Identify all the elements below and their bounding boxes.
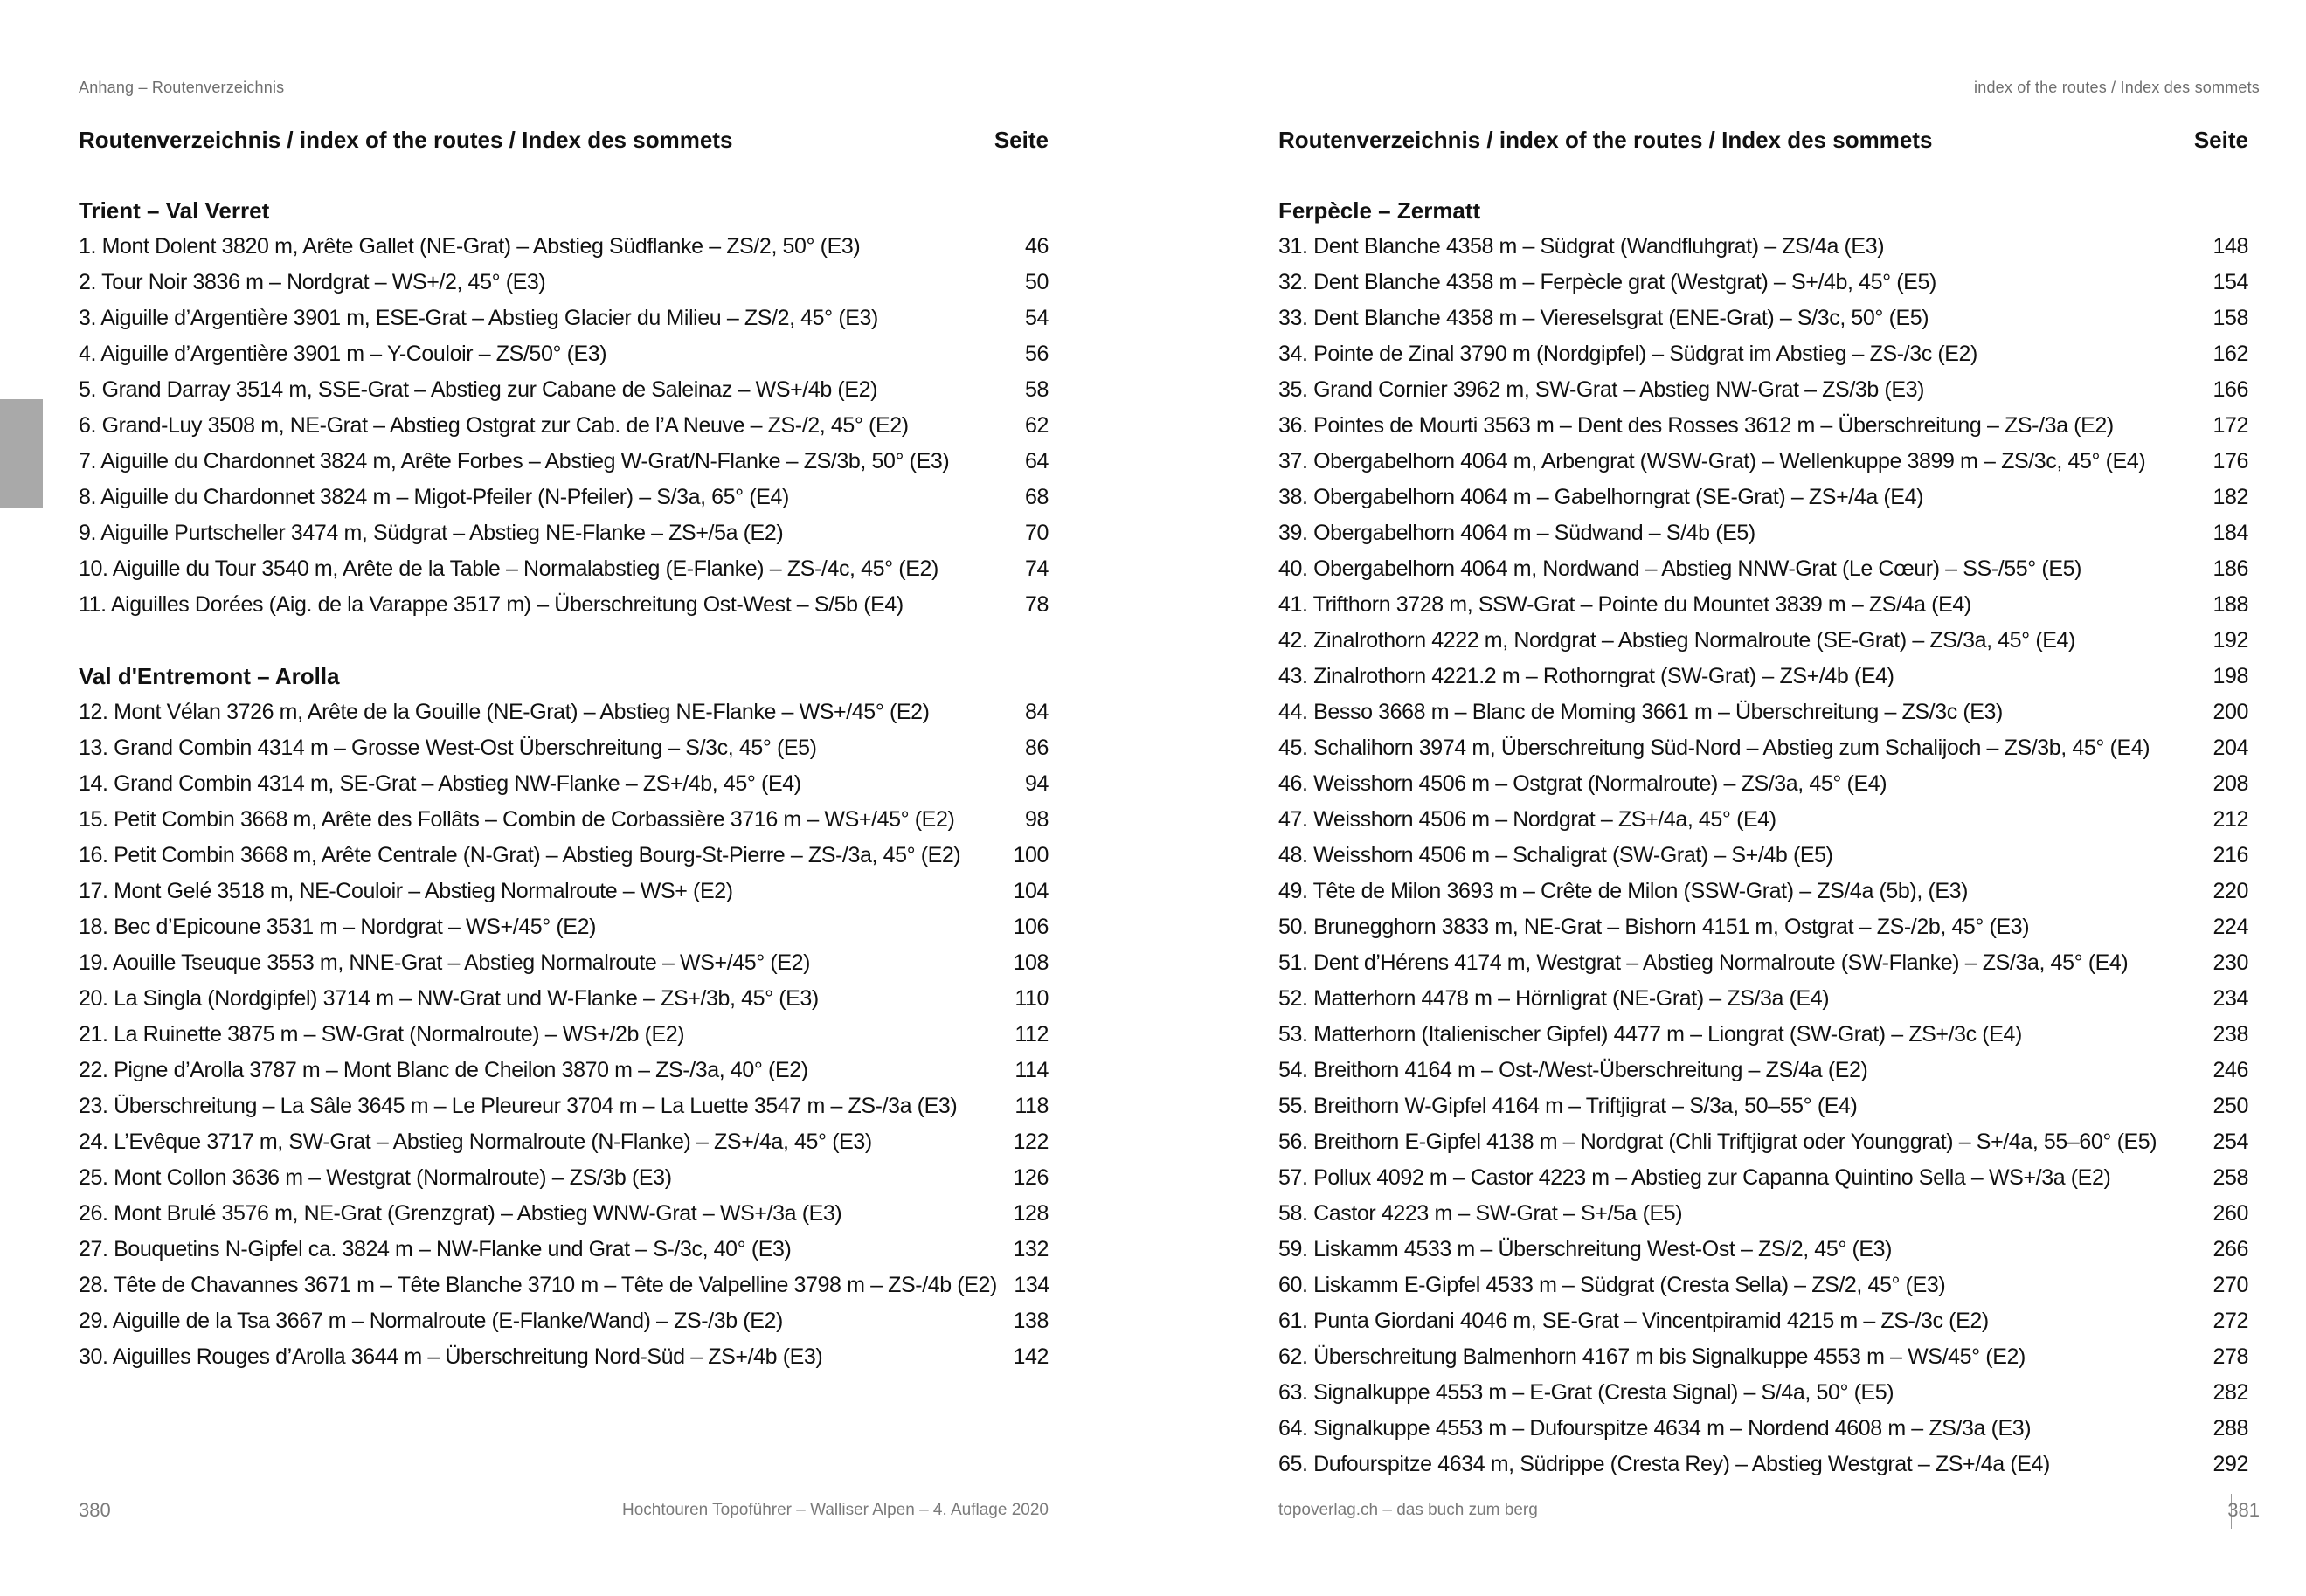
route-row: [79, 1232, 1049, 1268]
route-row: [1278, 1303, 2248, 1339]
route-name: 10. Aiguille du Tour 3540 m, Arête de la Table – Normalabstieg (E-Flanke) – ZS-/4c, 45° (E2): [79, 556, 938, 581]
page-column-label: Seite: [2193, 127, 2248, 153]
route-page-number: 282: [2213, 1380, 2248, 1405]
route-name: 50. Brunegghorn 3833 m, NE-Grat – Bishorn 4151 m, Ostgrat – ZS-/2b, 45° (E3): [1278, 915, 2030, 939]
route-name: 22. Pigne d’Arolla 3787 m – Mont Blanc de Cheilon 3870 m – ZS-/3a, 40° (E2): [79, 1058, 808, 1082]
route-page-number: 192: [2213, 628, 2248, 653]
route-name: 12. Mont Vélan 3726 m, Arête de la Gouille (NE-Grat) – Abstieg NE-Flanke – WS+/45° (E2): [79, 700, 930, 724]
route-row: [79, 802, 1049, 838]
route-page-number: 148: [2213, 234, 2248, 259]
route-name: 28. Tête de Chavannes 3671 m – Tête Blanche 3710 m – Tête de Valpelline 3798 m – ZS-/4b (E2): [79, 1273, 997, 1297]
route-row: [79, 372, 1049, 408]
route-row: [1278, 909, 2248, 945]
route-name: 7. Aiguille du Chardonnet 3824 m, Arête Forbes – Abstieg W-Grat/N-Flanke – ZS/3b, 50° (E3): [79, 449, 950, 473]
route-page-number: 68: [1024, 485, 1049, 509]
route-row: [1278, 694, 2248, 730]
route-page-number: 216: [2213, 843, 2248, 867]
route-row: [1278, 730, 2248, 766]
route-name: 60. Liskamm E-Gipfel 4533 m – Südgrat (Cresta Sella) – ZS/2, 45° (E3): [1278, 1273, 1946, 1297]
route-row: [79, 301, 1049, 336]
route-row: [79, 838, 1049, 874]
route-name: 46. Weisshorn 4506 m – Ostgrat (Normalroute) – ZS/3a, 45° (E4): [1278, 771, 1887, 796]
route-row: [79, 1124, 1049, 1160]
route-name: 35. Grand Cornier 3962 m, SW-Grat – Abstieg NW-Grat – ZS/3b (E3): [1278, 377, 1925, 402]
route-name: 3. Aiguille d’Argentière 3901 m, ESE-Grat – Abstieg Glacier du Milieu – ZS/2, 45° (E3): [79, 306, 878, 330]
route-page-number: 266: [2213, 1237, 2248, 1261]
route-row: [1278, 1017, 2248, 1053]
route-page-number: 272: [2213, 1309, 2248, 1333]
route-page-number: 162: [2213, 342, 2248, 366]
section-title: Val d'Entremont – Arolla: [79, 663, 340, 689]
route-name: 44. Besso 3668 m – Blanc de Moming 3661 m – Überschreitung – ZS/3c (E3): [1278, 700, 2003, 724]
route-row: [1278, 1232, 2248, 1268]
route-name: 57. Pollux 4092 m – Castor 4223 m – Abstieg zur Capanna Quintino Sella – WS+/3a (E2): [1278, 1165, 2111, 1190]
route-name: 62. Überschreitung Balmenhorn 4167 m bis Signalkuppe 4553 m – WS/45° (E2): [1278, 1344, 2026, 1369]
route-page-number: 166: [2213, 377, 2248, 402]
route-row: [1278, 551, 2248, 587]
route-page-number: 186: [2213, 556, 2248, 581]
route-row: [1278, 301, 2248, 336]
route-row: [79, 229, 1049, 265]
route-row: [1278, 1375, 2248, 1411]
route-row: [1278, 1088, 2248, 1124]
route-page-number: 110: [1015, 986, 1049, 1011]
thumb-index-tab: [0, 399, 43, 508]
route-row: [79, 480, 1049, 515]
route-name: 19. Aouille Tseuque 3553 m, NNE-Grat – Abstieg Normalroute – WS+/45° (E2): [79, 950, 811, 975]
route-name: 4. Aiguille d’Argentière 3901 m – Y-Couloir – ZS/50° (E3): [79, 342, 607, 366]
route-name: 42. Zinalrothorn 4222 m, Nordgrat – Abstieg Normalroute (SE-Grat) – ZS/3a, 45° (E4): [1278, 628, 2075, 653]
route-page-number: 198: [2213, 664, 2248, 688]
route-page-number: 64: [1024, 449, 1049, 473]
route-index: [1278, 122, 2248, 1482]
route-row: [1278, 838, 2248, 874]
route-name: 1. Mont Dolent 3820 m, Arête Gallet (NE-Grat) – Abstieg Südflanke – ZS/2, 50° (E3): [79, 234, 861, 259]
route-page-number: 224: [2213, 915, 2248, 939]
route-row: [1278, 1124, 2248, 1160]
route-name: 51. Dent d’Hérens 4174 m, Westgrat – Abstieg Normalroute (SW-Flanke) – ZS/3a, 45° (E4): [1278, 950, 2129, 975]
route-page-number: 46: [1024, 234, 1049, 259]
running-head: index of the routes / Index des sommets: [1974, 79, 2260, 96]
route-page-number: 234: [2213, 986, 2248, 1011]
page-number: 381: [2227, 1499, 2260, 1521]
route-name: 36. Pointes de Mourti 3563 m – Dent des Rosses 3612 m – Überschreitung – ZS-/3a (E2): [1278, 413, 2114, 438]
route-name: 59. Liskamm 4533 m – Überschreitung West-Ost – ZS/2, 45° (E3): [1278, 1237, 1893, 1261]
book-title: Hochtouren Topoführer – Walliser Alpen – 4. Auflage 2020: [622, 1501, 1049, 1519]
page-footer: [0, 1494, 1153, 1529]
route-name: 18. Bec d’Epicoune 3531 m – Nordgrat – WS+/45° (E2): [79, 915, 597, 939]
route-page-number: 86: [1024, 736, 1049, 760]
route-page-number: 260: [2213, 1201, 2248, 1226]
route-page-number: 74: [1024, 556, 1049, 581]
route-row: [79, 945, 1049, 981]
route-name: 54. Breithorn 4164 m – Ost-/West-Überschreitung – ZS/4a (E2): [1278, 1058, 1868, 1082]
route-row: [79, 1017, 1049, 1053]
route-row: [79, 551, 1049, 587]
route-sections: [1278, 193, 2248, 1482]
route-row: [1278, 587, 2248, 623]
route-page-number: 128: [1013, 1201, 1049, 1226]
route-page-number: 126: [1013, 1165, 1049, 1190]
route-name: 24. L’Evêque 3717 m, SW-Grat – Abstieg Normalroute (N-Flanke) – ZS+/4a, 45° (E3): [79, 1130, 872, 1154]
route-name: 33. Dent Blanche 4358 m – Viereselsgrat (ENE-Grat) – S/3c, 50° (E5): [1278, 306, 1929, 330]
route-sections: [79, 193, 1049, 1375]
route-name: 9. Aiguille Purtscheller 3474 m, Südgrat – Abstieg NE-Flanke – ZS+/5a (E2): [79, 521, 784, 545]
route-name: 64. Signalkuppe 4553 m – Dufourspitze 4634 m – Nordend 4608 m – ZS/3a (E3): [1278, 1416, 2032, 1441]
route-page-number: 238: [2213, 1022, 2248, 1047]
route-row: [79, 408, 1049, 444]
route-name: 34. Pointe de Zinal 3790 m (Nordgipfel) – Südgrat im Abstieg – ZS-/3c (E2): [1278, 342, 1977, 366]
route-row: [79, 1196, 1049, 1232]
route-name: 2. Tour Noir 3836 m – Nordgrat – WS+/2, 45° (E3): [79, 270, 546, 294]
route-page-number: 106: [1013, 915, 1049, 939]
route-row: [79, 981, 1049, 1017]
route-page-number: 104: [1013, 879, 1049, 903]
route-name: 27. Bouquetins N-Gipfel ca. 3824 m – NW-Flanke und Grat – S-/3c, 40° (E3): [79, 1237, 792, 1261]
route-name: 43. Zinalrothorn 4221.2 m – Rothorngrat (SW-Grat) – ZS+/4b (E4): [1278, 664, 1894, 688]
route-page-number: 182: [2213, 485, 2248, 509]
route-name: 41. Trifthorn 3728 m, SSW-Grat – Pointe du Mountet 3839 m – ZS/4a (E4): [1278, 592, 1971, 617]
running-head: Anhang – Routenverzeichnis: [79, 79, 285, 96]
route-page-number: 154: [2213, 270, 2248, 294]
route-name: 11. Aiguilles Dorées (Aig. de la Varappe 3517 m) – Überschreitung Ost-West – S/5b (E4): [79, 592, 904, 617]
route-page-number: 54: [1024, 306, 1049, 330]
route-page-number: 118: [1015, 1094, 1049, 1118]
route-name: 14. Grand Combin 4314 m, SE-Grat – Abstieg NW-Flanke – ZS+/4b, 45° (E4): [79, 771, 801, 796]
route-row: [79, 444, 1049, 480]
route-name: 61. Punta Giordani 4046 m, SE-Grat – Vincentpiramid 4215 m – ZS-/3c (E2): [1278, 1309, 1989, 1333]
route-row: [1278, 336, 2248, 372]
route-row: [79, 336, 1049, 372]
route-name: 30. Aiguilles Rouges d’Arolla 3644 m – Überschreitung Nord-Süd – ZS+/4b (E3): [79, 1344, 823, 1369]
route-name: 31. Dent Blanche 4358 m – Südgrat (Wandfluhgrat) – ZS/4a (E3): [1278, 234, 1885, 259]
route-page-number: 184: [2213, 521, 2248, 545]
route-row: [1278, 1339, 2248, 1375]
route-page-number: 220: [2213, 879, 2248, 903]
route-row: [79, 1339, 1049, 1375]
route-row: [1278, 1053, 2248, 1088]
route-row: [1278, 1411, 2248, 1447]
route-page-number: 70: [1024, 521, 1049, 545]
route-row: [1278, 1447, 2248, 1482]
route-name: 58. Castor 4223 m – SW-Grat – S+/5a (E5): [1278, 1201, 1683, 1226]
route-page-number: 108: [1013, 950, 1049, 975]
route-row: [1278, 981, 2248, 1017]
route-name: 49. Tête de Milon 3693 m – Crête de Milon (SSW-Grat) – ZS/4a (5b), (E3): [1278, 879, 1969, 903]
route-row: [79, 1160, 1049, 1196]
route-name: 45. Schalihorn 3974 m, Überschreitung Süd-Nord – Abstieg zum Schalijoch – ZS/3b, 45° (E4): [1278, 736, 2150, 760]
index-header: [1278, 122, 2248, 157]
route-page-number: 62: [1024, 413, 1049, 438]
route-name: 13. Grand Combin 4314 m – Grosse West-Ost Überschreitung – S/3c, 45° (E5): [79, 736, 817, 760]
route-row: [1278, 265, 2248, 301]
route-page-number: 258: [2213, 1165, 2248, 1190]
route-page-number: 98: [1024, 807, 1049, 832]
route-name: 26. Mont Brulé 3576 m, NE-Grat (Grenzgrat) – Abstieg WNW-Grat – WS+/3a (E3): [79, 1201, 842, 1226]
right-page: [1153, 0, 2306, 1596]
route-page-number: 138: [1013, 1309, 1049, 1333]
route-name: 53. Matterhorn (Italienischer Gipfel) 4477 m – Liongrat (SW-Grat) – ZS+/3c (E4): [1278, 1022, 2022, 1047]
route-row: [1278, 945, 2248, 981]
route-page-number: 132: [1013, 1237, 1049, 1261]
route-name: 20. La Singla (Nordgipfel) 3714 m – NW-Grat und W-Flanke – ZS+/3b, 45° (E3): [79, 986, 819, 1011]
route-row: [79, 1053, 1049, 1088]
route-page-number: 250: [2213, 1094, 2248, 1118]
route-page-number: 114: [1015, 1058, 1049, 1082]
section-title: Trient – Val Verret: [79, 197, 270, 224]
route-row: [79, 766, 1049, 802]
route-name: 37. Obergabelhorn 4064 m, Arbengrat (WSW-Grat) – Wellenkuppe 3899 m – ZS/3c, 45° (E4): [1278, 449, 2146, 473]
route-row: [79, 265, 1049, 301]
route-name: 55. Breithorn W-Gipfel 4164 m – Triftjigrat – S/3a, 50–55° (E4): [1278, 1094, 1858, 1118]
route-index: [79, 122, 1049, 1375]
index-header: [79, 122, 1049, 157]
route-row: [1278, 372, 2248, 408]
route-page-number: 94: [1024, 771, 1049, 796]
route-page-number: 278: [2213, 1344, 2248, 1369]
route-row: [1278, 766, 2248, 802]
route-page-number: 112: [1015, 1022, 1049, 1047]
route-page-number: 212: [2213, 807, 2248, 832]
route-page-number: 200: [2213, 700, 2248, 724]
route-page-number: 134: [1014, 1273, 1049, 1297]
route-page-number: 208: [2213, 771, 2248, 796]
route-name: 21. La Ruinette 3875 m – SW-Grat (Normalroute) – WS+/2b (E2): [79, 1022, 685, 1047]
route-name: 32. Dent Blanche 4358 m – Ferpècle grat (Westgrat) – S+/4b, 45° (E5): [1278, 270, 1936, 294]
route-name: 47. Weisshorn 4506 m – Nordgrat – ZS+/4a, 45° (E4): [1278, 807, 1776, 832]
route-page-number: 100: [1013, 843, 1049, 867]
route-row: [1278, 480, 2248, 515]
page-column-label: Seite: [994, 127, 1049, 153]
route-row: [79, 1303, 1049, 1339]
route-page-number: 58: [1024, 377, 1049, 402]
route-row: [79, 587, 1049, 623]
route-row: [1278, 802, 2248, 838]
route-name: 65. Dufourspitze 4634 m, Südrippe (Cresta Rey) – Abstieg Westgrat – ZS+/4a (E4): [1278, 1452, 2050, 1476]
route-name: 29. Aiguille de la Tsa 3667 m – Normalroute (E-Flanke/Wand) – ZS-/3b (E2): [79, 1309, 783, 1333]
route-row: [1278, 229, 2248, 265]
route-name: 6. Grand-Luy 3508 m, NE-Grat – Abstieg Ostgrat zur Cab. de l’A Neuve – ZS-/2, 45° (E2): [79, 413, 909, 438]
route-row: [79, 1268, 1049, 1303]
index-heading: Routenverzeichnis / index of the routes / Index des sommets: [79, 127, 733, 153]
route-name: 8. Aiguille du Chardonnet 3824 m – Migot-Pfeiler (N-Pfeiler) – S/3a, 65° (E4): [79, 485, 789, 509]
route-page-number: 122: [1013, 1130, 1049, 1154]
route-row: [79, 874, 1049, 909]
publisher-line: topoverlag.ch – das buch zum berg: [1278, 1501, 1538, 1519]
route-page-number: 254: [2213, 1130, 2248, 1154]
route-row: [1278, 659, 2248, 694]
route-page-number: 56: [1024, 342, 1049, 366]
index-heading: Routenverzeichnis / index of the routes / Index des sommets: [1278, 127, 1933, 153]
route-name: 5. Grand Darray 3514 m, SSE-Grat – Abstieg zur Cabane de Saleinaz – WS+/4b (E2): [79, 377, 878, 402]
route-page-number: 84: [1024, 700, 1049, 724]
route-name: 52. Matterhorn 4478 m – Hörnligrat (NE-Grat) – ZS/3a (E4): [1278, 986, 1830, 1011]
route-name: 40. Obergabelhorn 4064 m, Nordwand – Abstieg NNW-Grat (Le Cœur) – SS-/55° (E5): [1278, 556, 2082, 581]
route-row: [1278, 1160, 2248, 1196]
route-name: 17. Mont Gelé 3518 m, NE-Couloir – Abstieg Normalroute – WS+ (E2): [79, 879, 733, 903]
route-name: 16. Petit Combin 3668 m, Arête Centrale (N-Grat) – Abstieg Bourg-St-Pierre – ZS-/3a, 45° (E2): [79, 843, 961, 867]
route-row: [1278, 444, 2248, 480]
route-row: [1278, 874, 2248, 909]
route-name: 39. Obergabelhorn 4064 m – Südwand – S/4b (E5): [1278, 521, 1755, 545]
route-row: [79, 909, 1049, 945]
page-footer: [1153, 1494, 2306, 1529]
route-name: 38. Obergabelhorn 4064 m – Gabelhorngrat (SE-Grat) – ZS+/4a (E4): [1278, 485, 1923, 509]
route-name: 25. Mont Collon 3636 m – Westgrat (Normalroute) – ZS/3b (E3): [79, 1165, 672, 1190]
route-page-number: 172: [2213, 413, 2248, 438]
route-row: [79, 694, 1049, 730]
section-title: Ferpècle – Zermatt: [1278, 197, 1481, 224]
route-page-number: 246: [2213, 1058, 2248, 1082]
route-row: [1278, 408, 2248, 444]
route-name: 23. Überschreitung – La Sâle 3645 m – Le Pleureur 3704 m – La Luette 3547 m – ZS-/3a (E3): [79, 1094, 958, 1118]
route-row: [79, 515, 1049, 551]
route-row: [1278, 1196, 2248, 1232]
route-page-number: 230: [2213, 950, 2248, 975]
route-page-number: 292: [2213, 1452, 2248, 1476]
route-name: 48. Weisshorn 4506 m – Schaligrat (SW-Grat) – S+/4b (E5): [1278, 843, 1833, 867]
route-page-number: 158: [2213, 306, 2248, 330]
page-number: 380: [79, 1499, 111, 1521]
route-name: 63. Signalkuppe 4553 m – E-Grat (Cresta Signal) – S/4a, 50° (E5): [1278, 1380, 1894, 1405]
route-row: [1278, 515, 2248, 551]
route-page-number: 176: [2213, 449, 2248, 473]
route-row: [79, 1088, 1049, 1124]
route-page-number: 50: [1024, 270, 1049, 294]
route-page-number: 288: [2213, 1416, 2248, 1441]
route-page-number: 188: [2213, 592, 2248, 617]
route-name: 15. Petit Combin 3668 m, Arête des Follâts – Combin de Corbassière 3716 m – WS+/45° (E2): [79, 807, 955, 832]
route-page-number: 78: [1024, 592, 1049, 617]
route-row: [79, 730, 1049, 766]
route-name: 56. Breithorn E-Gipfel 4138 m – Nordgrat (Chli Triftjigrat oder Younggrat) – S+/4a, 55–60° (E5): [1278, 1130, 2157, 1154]
route-row: [1278, 1268, 2248, 1303]
route-row: [1278, 623, 2248, 659]
route-page-number: 204: [2213, 736, 2248, 760]
route-page-number: 270: [2213, 1273, 2248, 1297]
route-page-number: 142: [1013, 1344, 1049, 1369]
